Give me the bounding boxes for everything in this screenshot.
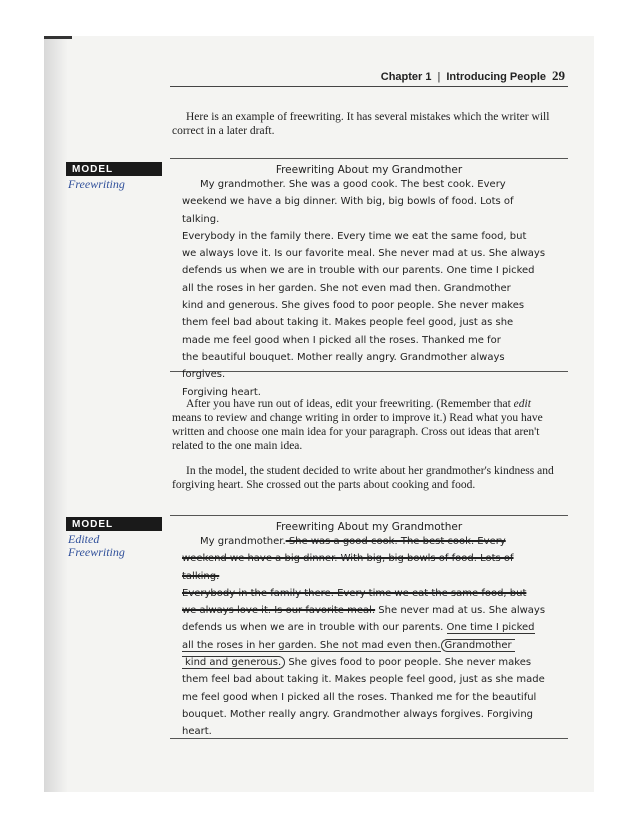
freewriting-line: My grandmother. She was a good cook. The best cook. Every xyxy=(200,179,506,190)
edited-line xyxy=(182,637,550,654)
model-subtitle: Freewriting xyxy=(68,177,125,191)
freewriting-line: all the roses in her garden. She not even mad then. Grandmother xyxy=(182,282,511,294)
edited-line: them feel bad about taking it. Makes people feel good, just as she made xyxy=(182,674,545,686)
freewriting-line: Forgiving heart. xyxy=(182,386,261,398)
kept-text: She gives food to poor people. She never makes xyxy=(285,657,532,669)
edit-instructions-text: After you have run out of ideas, edit your freewriting. (Remember that xyxy=(186,398,514,410)
freewriting-line: Everybody in the family there. Every time we eat the same food, but xyxy=(182,230,527,242)
freewriting-title: Freewriting About my Grandmother xyxy=(275,164,463,176)
edited-freewriting-text xyxy=(170,533,568,745)
model-tag: MODEL xyxy=(66,517,162,531)
freewriting-line: made me feel good when I picked all the roses. Thanked me for xyxy=(182,334,501,346)
edited-line xyxy=(182,654,550,671)
model-label-freewriting xyxy=(66,162,162,191)
kept-text: defends us when we are in trouble with our parents. xyxy=(182,622,447,634)
edited-freewriting-title: Freewriting About my Grandmother xyxy=(275,521,463,533)
page-spine-shadow xyxy=(44,36,68,792)
freewriting-text xyxy=(170,176,568,405)
intro-paragraph: Here is an example of freewriting. It has several mistakes which the writer will correct in a later draft. xyxy=(172,111,550,137)
header-rule xyxy=(170,86,568,87)
underlined-text: all the roses in her garden. She not mad even then. xyxy=(182,639,441,651)
edit-instructions-text-2: means to review and change writing in order to improve it.) Read what you have written and choose one main idea for your paragraph. Cross out ideas that aren't related to the one main idea. xyxy=(172,412,543,452)
freewriting-box xyxy=(170,158,568,398)
chapter-label: Chapter 1 xyxy=(380,71,432,83)
edited-line xyxy=(200,533,550,550)
freewriting-line: weekend we have a big dinner. With big, big bowls of food. Lots of talking. xyxy=(182,196,514,225)
top-edge-mark xyxy=(44,36,72,39)
crossed-out-line: Everybody in the family there. Every time we eat the same food, but xyxy=(182,587,527,599)
freewriting-line: defends us when we are in trouble with our parents. One time I picked xyxy=(182,265,535,277)
edited-freewriting-box xyxy=(170,515,568,739)
kept-text: My grandmother. xyxy=(200,536,286,547)
edited-line: bouquet. Mother really angry. Grandmother always forgives. Forgiving xyxy=(182,708,534,720)
model-label-edited xyxy=(66,517,162,559)
page-number: 29 xyxy=(552,68,565,83)
edit-instructions-paragraph xyxy=(172,397,556,453)
model-tag: MODEL xyxy=(66,162,162,176)
chapter-title: Introducing People xyxy=(446,71,546,83)
underlined-text: One time I picked xyxy=(446,622,535,634)
edited-line: heart. xyxy=(182,726,212,738)
model-subtitle-edited: Edited xyxy=(68,532,100,546)
freewriting-line: them feel bad about taking it. Makes people feel good, just as she xyxy=(182,317,514,329)
crossed-out-text: we always love it. Is our favorite meal. xyxy=(182,605,376,617)
running-header xyxy=(340,68,565,84)
edited-line xyxy=(182,619,550,636)
freewriting-line: kind and generous. She gives food to poor people. She never makes xyxy=(182,300,525,312)
header-separator: | xyxy=(437,71,441,83)
circled-text: Grandmother xyxy=(441,639,515,652)
kept-text: She never mad at us. She always xyxy=(375,605,546,617)
freewriting-line: we always love it. Is our favorite meal. She never mad at us. She always xyxy=(182,248,546,260)
crossed-out-line: weekend we have a big dinner. With big, big bowls of food. Lots of talking. xyxy=(182,553,514,582)
model-explanation-paragraph: In the model, the student decided to write about her grandmother's kindness and forgiving heart. She crossed out the parts about cooking and food. xyxy=(172,465,554,491)
circled-text: kind and generous. xyxy=(182,656,285,669)
crossed-out-text: She was a good cook. The best cook. Every xyxy=(285,536,506,547)
freewriting-line: the beautiful bouquet. Mother really angry. Grandmother always forgives. xyxy=(182,351,505,381)
model-subtitle-freewriting: Freewriting xyxy=(68,545,125,559)
edit-emphasis: edit xyxy=(513,398,531,410)
edited-line xyxy=(182,602,550,619)
edited-line: me feel good when I picked all the roses. Thanked me for the beautiful xyxy=(182,691,537,703)
